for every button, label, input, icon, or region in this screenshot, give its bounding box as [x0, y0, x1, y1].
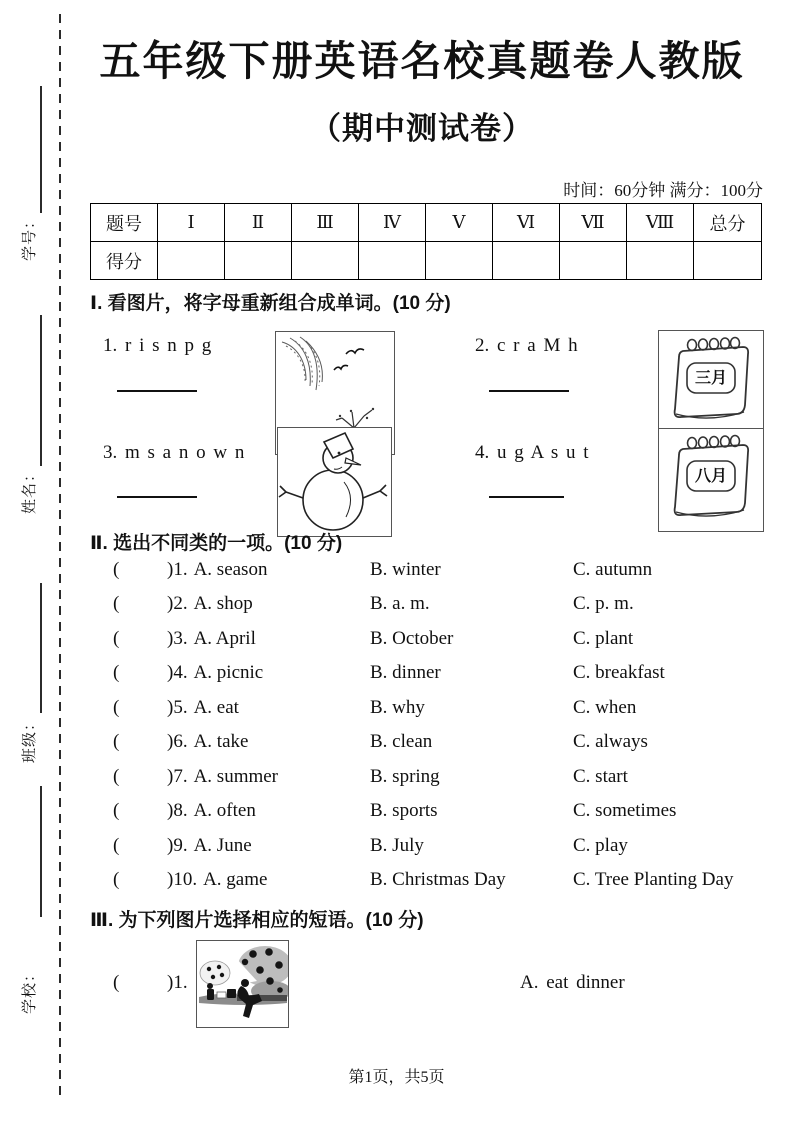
- option-a: A. often: [193, 800, 256, 821]
- answer-blank: [489, 390, 569, 392]
- question-number: 3.: [173, 628, 188, 649]
- option-b: B. why: [370, 697, 425, 718]
- fold-dashed-line: [59, 14, 61, 1100]
- section2-row-3: [113, 628, 633, 656]
- answer-paren: (: [113, 972, 120, 993]
- answer-paren: ): [167, 559, 174, 580]
- section2-heading: Ⅱ. 选出不同类的一项。(10 分): [90, 533, 343, 554]
- answer-blank: [117, 496, 197, 498]
- answer-paren: (: [113, 766, 120, 787]
- section1-item-4-label: 4. u g A s u t: [475, 442, 589, 463]
- score-table-score-row: [91, 242, 762, 280]
- score-cell: [627, 242, 694, 280]
- score-cell: [158, 242, 225, 280]
- apple-picking-image: [196, 940, 289, 1028]
- score-table-col: Ⅷ: [627, 204, 694, 242]
- answer-paren: ): [167, 972, 174, 993]
- question-number: 5.: [173, 697, 188, 718]
- answer-paren: (: [113, 697, 120, 718]
- score-cell: [426, 242, 493, 280]
- option-b: B. July: [370, 835, 424, 856]
- section3-heading: Ⅲ. 为下列图片选择相应的短语。(10 分): [90, 910, 424, 931]
- answer-paren: (: [113, 593, 120, 614]
- section2-row-8: [113, 800, 676, 828]
- score-row-label: 得分: [91, 242, 158, 280]
- option-c: C. play: [573, 835, 628, 856]
- score-cell: [225, 242, 292, 280]
- score-cell: [292, 242, 359, 280]
- answer-blank: [117, 390, 197, 392]
- option-a: A. April: [193, 628, 256, 649]
- section3-option-a: A. eat dinner: [520, 972, 625, 993]
- answer-paren: ): [167, 766, 174, 787]
- section1-item-1-label: 1. r i s n p g: [103, 335, 212, 356]
- section2-row-2: [113, 593, 634, 621]
- score-table: [90, 203, 762, 280]
- answer-paren: (: [113, 731, 120, 752]
- option-c: C. breakfast: [573, 662, 665, 683]
- answer-paren: ): [167, 593, 174, 614]
- answer-paren: (: [113, 559, 120, 580]
- option-b: B. dinner: [370, 662, 441, 683]
- exam-subtitle: （期中测试卷）: [310, 111, 534, 146]
- march-calendar-image: [658, 330, 764, 434]
- binding-line-segment: [40, 583, 42, 713]
- score-cell: [560, 242, 627, 280]
- score-table-col: 总分: [694, 204, 762, 242]
- section2-row-9: [113, 835, 628, 863]
- question-number: 10.: [173, 869, 198, 890]
- option-b: B. October: [370, 628, 454, 649]
- calendar-month-text: 三月: [694, 370, 727, 387]
- answer-paren: (: [113, 628, 120, 649]
- option-b: B. clean: [370, 731, 433, 752]
- snowman-image: [277, 427, 392, 537]
- answer-paren: ): [167, 697, 174, 718]
- answer-paren: (: [113, 869, 120, 890]
- option-a: A. season: [193, 559, 268, 580]
- calendar-month-text: 八月: [694, 468, 727, 485]
- exam-title: 五年级下册英语名校真题卷人教版: [99, 38, 745, 84]
- option-c: C. start: [573, 766, 628, 787]
- score-table-col: Ⅲ: [292, 204, 359, 242]
- question-number: 7.: [173, 766, 188, 787]
- answer-paren: ): [167, 800, 174, 821]
- margin-label-school: 学校：: [22, 966, 38, 1015]
- section2-row-7: [113, 766, 628, 794]
- answer-paren: ): [167, 835, 174, 856]
- answer-paren: ): [167, 662, 174, 683]
- question-number: 6.: [173, 731, 188, 752]
- apple-picking-drawing: [197, 941, 288, 1027]
- score-table-header-row: [91, 204, 762, 242]
- option-a: A. summer: [193, 766, 279, 787]
- margin-label-class: 班级：: [22, 715, 38, 764]
- section2-row-4: [113, 662, 665, 690]
- section1-heading: Ⅰ. 看图片，将字母重新组合成单词。(10 分): [90, 293, 451, 314]
- score-cell: [359, 242, 426, 280]
- score-table-col: Ⅶ: [560, 204, 627, 242]
- answer-paren: ): [167, 731, 174, 752]
- option-c: C. Tree Planting Day: [573, 869, 734, 890]
- answer-paren: ): [167, 869, 174, 890]
- section2-row-1: [113, 559, 652, 587]
- question-number: 2.: [173, 593, 188, 614]
- score-table-col: Ⅱ: [225, 204, 292, 242]
- option-c: C. always: [573, 731, 648, 752]
- time-score-info: 时间：60分钟 满分：100分: [563, 181, 763, 200]
- august-calendar-image: [658, 428, 764, 532]
- option-c: C. p. m.: [573, 593, 634, 614]
- binding-line-segment: [40, 86, 42, 213]
- section2-row-6: [113, 731, 648, 759]
- answer-paren: (: [113, 835, 120, 856]
- score-cell: [493, 242, 560, 280]
- margin-label-student-id: 学号：: [22, 213, 38, 262]
- option-c: C. sometimes: [573, 800, 677, 821]
- binding-line-segment: [40, 786, 42, 917]
- question-number: 9.: [173, 835, 188, 856]
- question-number: 1.: [173, 972, 188, 993]
- option-b: B. Christmas Day: [370, 869, 506, 890]
- question-number: 1.: [173, 559, 188, 580]
- score-table-corner: 题号: [91, 204, 158, 242]
- score-cell: [694, 242, 762, 280]
- option-b: B. a. m.: [370, 593, 430, 614]
- snowman-drawing: [278, 428, 391, 536]
- option-a: A. June: [193, 835, 252, 856]
- page-number: 第1页，共5页: [348, 1069, 445, 1086]
- option-a: A. game: [203, 869, 268, 890]
- option-b: B. winter: [370, 559, 441, 580]
- question-number: 8.: [173, 800, 188, 821]
- section2-row-5: [113, 697, 636, 725]
- option-c: C. autumn: [573, 559, 653, 580]
- option-c: C. when: [573, 697, 637, 718]
- option-a: A. shop: [193, 593, 253, 614]
- option-b: B. sports: [370, 800, 438, 821]
- answer-blank: [489, 496, 564, 498]
- option-b: B. spring: [370, 766, 440, 787]
- option-a: A. eat: [193, 697, 239, 718]
- option-c: C. plant: [573, 628, 634, 649]
- answer-paren: (: [113, 800, 120, 821]
- question-number: 4.: [173, 662, 188, 683]
- score-table-col: Ⅰ: [158, 204, 225, 242]
- score-table-col: Ⅵ: [493, 204, 560, 242]
- score-table-col: Ⅳ: [359, 204, 426, 242]
- section1-item-2-label: 2. c r a M h: [475, 335, 578, 356]
- section3-row-1: [113, 972, 188, 1000]
- margin-label-name: 姓名：: [22, 466, 38, 515]
- answer-paren: (: [113, 662, 120, 683]
- option-a: A. take: [193, 731, 249, 752]
- option-a: A. picnic: [193, 662, 264, 683]
- section1-item-3-label: 3. m s a n o w n: [103, 442, 245, 463]
- section2-row-10: [113, 869, 733, 897]
- binding-line-segment: [40, 315, 42, 466]
- score-table-col: Ⅴ: [426, 204, 493, 242]
- answer-paren: ): [167, 628, 174, 649]
